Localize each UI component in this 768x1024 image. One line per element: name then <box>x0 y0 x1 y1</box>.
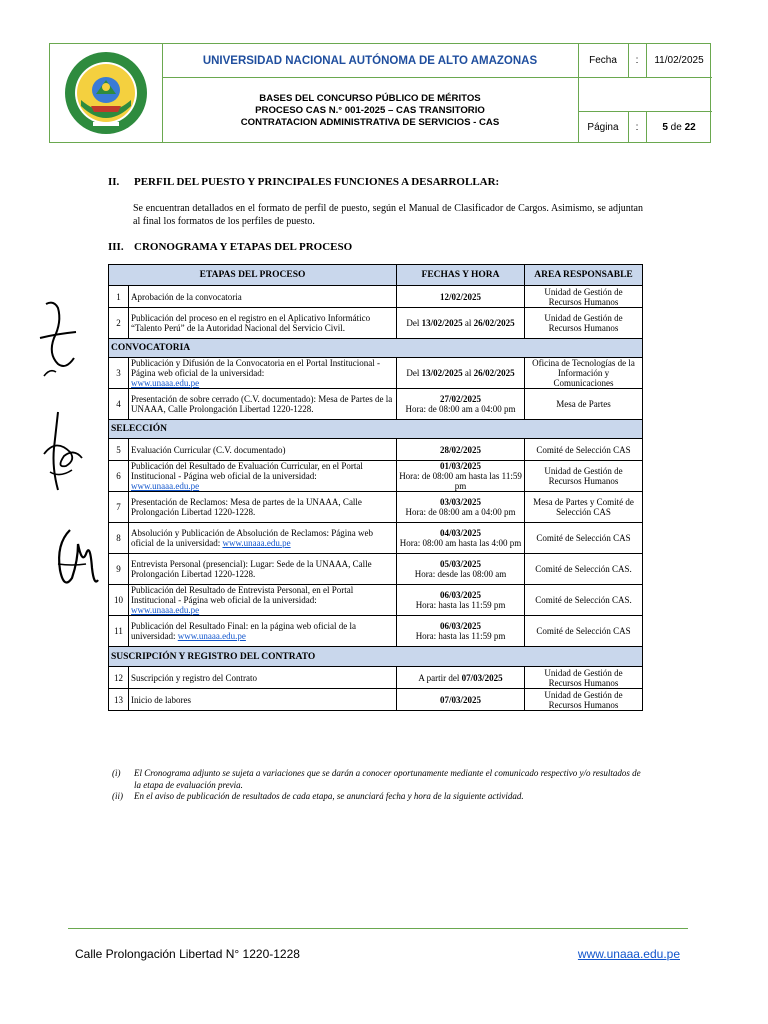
row-etapa <box>129 492 397 523</box>
fecha-connector: al <box>462 318 474 328</box>
signature-1-icon <box>36 298 82 380</box>
row-etapa <box>129 689 397 711</box>
page-number <box>646 111 712 144</box>
table-row <box>109 461 643 492</box>
table-header-row <box>109 265 643 286</box>
row-fecha <box>397 689 525 711</box>
etapa-text: Inicio de labores <box>131 694 191 705</box>
document-title-line3: CONTRATACION ADMINISTRATIVA DE SERVICIOS - CAS <box>240 116 500 128</box>
row-area: Unidad de Gestión de Recursos Humanos <box>525 667 643 689</box>
fecha-date: 12/02/2025 <box>440 291 482 302</box>
section-3-heading <box>108 241 352 253</box>
etapa-text: Aprobación de la convocatoria <box>131 291 242 302</box>
etapa-text: Publicación del Resultado de Entrevista Personal, en el Portal Institucional - Página web oficial de la universidad: <box>131 585 354 605</box>
row-fecha <box>397 523 525 554</box>
pagina-colon: : <box>635 122 639 133</box>
schedule-notes <box>112 768 646 803</box>
footer-divider <box>68 928 688 929</box>
footer-website-link[interactable]: www.unaaa.edu.pe <box>577 947 680 961</box>
group-label: SELECCIÓN <box>109 420 643 439</box>
fecha-prefix: Del <box>406 368 422 378</box>
fecha-hour: Hora: desde las 08:00 am <box>414 569 507 579</box>
fecha-hour: Hora: de 08:00 am a 04:00 pm <box>405 507 516 517</box>
table-row <box>109 689 643 711</box>
page-current: 5 <box>662 122 668 133</box>
etapa-text: Publicación y Difusión de la Convocatoria en el Portal Institucional - Página web oficial de la universidad: <box>131 358 380 378</box>
fecha-date-end: 26/02/2025 <box>473 318 515 328</box>
row-fecha <box>397 439 525 461</box>
fecha-date: 07/03/2025 <box>461 672 503 683</box>
row-etapa <box>129 358 397 389</box>
row-etapa <box>129 308 397 339</box>
website-link[interactable]: www.unaaa.edu.pe <box>131 605 200 615</box>
fecha-date: 13/02/2025 <box>421 318 463 328</box>
document-title-line1: BASES DEL CONCURSO PÚBLICO DE MÉRITOS <box>259 92 481 104</box>
fecha-label: Fecha <box>589 55 617 66</box>
note-2-text: En el aviso de publicación de resultados de cada etapa, se anunciará fecha y hora de la siguiente actividad. <box>134 791 524 801</box>
fecha-colon: : <box>635 55 639 66</box>
row-area: Unidad de Gestión de Recursos Humanos <box>525 461 643 492</box>
signature-2-icon <box>36 408 86 498</box>
signature-3-icon <box>52 524 102 604</box>
row-fecha <box>397 461 525 492</box>
section-3-number: III. <box>108 241 124 253</box>
row-number: 6 <box>109 461 129 492</box>
row-number: 11 <box>109 616 129 647</box>
row-fecha <box>397 554 525 585</box>
row-area: Oficina de Tecnologías de la Información y Comunicaciones <box>525 358 643 389</box>
section-2-number: II. <box>108 176 120 188</box>
row-area: Unidad de Gestión de Recursos Humanos <box>525 308 643 339</box>
table-row <box>109 667 643 689</box>
fecha-date: 07/03/2025 <box>440 694 482 705</box>
website-link[interactable]: www.unaaa.edu.pe <box>222 538 291 548</box>
row-number: 9 <box>109 554 129 585</box>
etapa-text: Publicación del Resultado de Evaluación Curricular, en el Portal Institucional - Página web oficial de la universidad: <box>131 461 363 481</box>
row-fecha <box>397 358 525 389</box>
fecha-date: 03/03/2025 <box>440 497 482 507</box>
row-etapa <box>129 667 397 689</box>
row-number: 10 <box>109 585 129 616</box>
page-total: 22 <box>684 122 696 133</box>
row-etapa <box>129 286 397 308</box>
table-row <box>109 616 643 647</box>
page-de: de <box>670 122 682 133</box>
row-area: Comité de Selección CAS <box>525 439 643 461</box>
fecha-hour: Hora: hasta las 11:59 pm <box>415 600 506 610</box>
row-area: Unidad de Gestión de Recursos Humanos <box>525 286 643 308</box>
fecha-hour: Hora: 08:00 am hasta las 4:00 pm <box>399 538 522 548</box>
website-link[interactable]: www.unaaa.edu.pe <box>131 378 200 388</box>
row-number: 13 <box>109 689 129 711</box>
section-2-text: Se encuentran detallados en el formato de perfil de puesto, según el Manual de Clasificador de Cargos. Asimismo, se adjuntan al final los formatos de los perfiles de puesto. <box>133 203 643 227</box>
schedule-table <box>108 264 643 711</box>
table-row <box>109 585 643 616</box>
fecha-date: 04/03/2025 <box>440 528 482 538</box>
etapa-text: Suscripción y registro del Contrato <box>131 672 257 683</box>
fecha-value: 11/02/2025 <box>654 55 704 66</box>
fecha-connector: al <box>462 368 474 378</box>
row-etapa <box>129 523 397 554</box>
section-2-title: PERFIL DEL PUESTO Y PRINCIPALES FUNCIONES A DESARROLLAR: <box>134 176 500 188</box>
row-fecha <box>397 492 525 523</box>
row-area: Unidad de Gestión de Recursos Humanos <box>525 689 643 711</box>
etapa-text: Presentación de sobre cerrado (C.V. documentado): Mesa de Partes de la UNAAA, Calle Prolongación Libertad 1220-1228. <box>131 394 393 414</box>
table-row <box>109 389 643 420</box>
header-etapas: ETAPAS DEL PROCESO <box>109 265 397 286</box>
row-number: 1 <box>109 286 129 308</box>
document-title <box>162 77 578 144</box>
fecha-date: 13/02/2025 <box>421 368 463 378</box>
fecha-prefix: Del <box>406 318 422 328</box>
section-3-title: CRONOGRAMA Y ETAPAS DEL PROCESO <box>134 241 353 253</box>
document-title-line2: PROCESO CAS N.° 001-2025 – CAS TRANSITORIO <box>255 104 485 116</box>
schedule-table-body <box>109 286 643 711</box>
row-area: Comité de Selección CAS <box>525 523 643 554</box>
fecha-hour: Hora: de 08:00 am hasta las 11:59 pm <box>399 471 522 491</box>
website-link[interactable]: www.unaaa.edu.pe <box>131 481 200 491</box>
note-2-key: (ii) <box>112 791 123 801</box>
row-number: 2 <box>109 308 129 339</box>
row-etapa <box>129 585 397 616</box>
etapa-text: Absolución y Publicación de Absolución de Reclamos: Página web oficial de la universidad: <box>131 528 373 548</box>
etapa-text: Presentación de Reclamos: Mesa de partes de la UNAAA, Calle Prolongación Libertad 1220-1228. <box>131 497 362 517</box>
university-seal-icon <box>63 50 149 136</box>
header-fechas: FECHAS Y HORA <box>397 265 525 286</box>
fecha-hour: Hora: de 08:00 am a 04:00 pm <box>405 404 516 414</box>
note-1 <box>112 768 646 791</box>
row-fecha <box>397 667 525 689</box>
row-etapa <box>129 461 397 492</box>
fecha-date: 01/03/2025 <box>440 461 482 471</box>
row-number: 4 <box>109 389 129 420</box>
row-area: Mesa de Partes <box>525 389 643 420</box>
row-number: 12 <box>109 667 129 689</box>
pagina-label: Página <box>587 122 619 133</box>
etapa-text: Entrevista Personal (presencial): Lugar: Sede de la UNAAA, Calle Prolongación Libertad 1220-1228. <box>131 559 372 579</box>
university-logo <box>50 44 162 142</box>
table-row <box>109 358 643 389</box>
row-fecha <box>397 616 525 647</box>
table-group-row <box>109 647 643 667</box>
row-area: Comité de Selección CAS <box>525 616 643 647</box>
website-link[interactable]: www.unaaa.edu.pe <box>177 631 246 641</box>
group-label: SUSCRIPCIÓN Y REGISTRO DEL CONTRATO <box>109 647 643 667</box>
row-fecha <box>397 286 525 308</box>
table-row <box>109 554 643 585</box>
fecha-hour: Hora: hasta las 11:59 pm <box>415 631 506 641</box>
row-etapa <box>129 554 397 585</box>
row-area: Comité de Selección CAS. <box>525 554 643 585</box>
table-row <box>109 523 643 554</box>
row-number: 5 <box>109 439 129 461</box>
etapa-text: Evaluación Curricular (C.V. documentado) <box>131 444 286 455</box>
row-etapa <box>129 439 397 461</box>
table-group-row <box>109 339 643 358</box>
row-etapa <box>129 616 397 647</box>
fecha-date: 28/02/2025 <box>440 444 482 455</box>
table-row <box>109 308 643 339</box>
group-label: CONVOCATORIA <box>109 339 643 358</box>
table-row <box>109 492 643 523</box>
table-group-row <box>109 420 643 439</box>
row-fecha <box>397 389 525 420</box>
note-1-text: El Cronograma adjunto se sujeta a variaciones que se darán a conocer oportunamente mediante el comunicado respectivo y/o resultados de la etapa de evaluación previa. <box>134 768 641 790</box>
row-number: 3 <box>109 358 129 389</box>
section-2-heading <box>108 176 499 188</box>
header-area: AREA RESPONSABLE <box>525 265 643 286</box>
table-row <box>109 286 643 308</box>
row-area: Mesa de Partes y Comité de Selección CAS <box>525 492 643 523</box>
footer-address: Calle Prolongación Libertad N° 1220-1228 <box>75 947 300 961</box>
note-1-key: (i) <box>112 768 121 778</box>
row-fecha <box>397 308 525 339</box>
row-number: 7 <box>109 492 129 523</box>
fecha-date: 06/03/2025 <box>440 590 482 600</box>
document-header <box>49 43 711 143</box>
row-fecha <box>397 585 525 616</box>
fecha-prefix: A partir del <box>418 672 462 683</box>
row-area: Comité de Selección CAS. <box>525 585 643 616</box>
table-row <box>109 439 643 461</box>
fecha-date: 06/03/2025 <box>440 621 482 631</box>
note-2 <box>112 791 646 803</box>
etapa-text: Publicación del proceso en el registro en el Aplicativo Informático “Talento Perú” de la Autoridad Nacional del Servicio Civil. <box>131 313 371 333</box>
row-number: 8 <box>109 523 129 554</box>
fecha-date: 05/03/2025 <box>440 559 482 569</box>
etapa-text: Publicación del Resultado Final: en la página web oficial de la universidad: <box>131 621 356 641</box>
fecha-date: 27/02/2025 <box>440 394 482 404</box>
university-name: UNIVERSIDAD NACIONAL AUTÓNOMA DE ALTO AMAZONAS <box>202 54 538 67</box>
fecha-date-end: 26/02/2025 <box>473 368 515 378</box>
row-etapa <box>129 389 397 420</box>
